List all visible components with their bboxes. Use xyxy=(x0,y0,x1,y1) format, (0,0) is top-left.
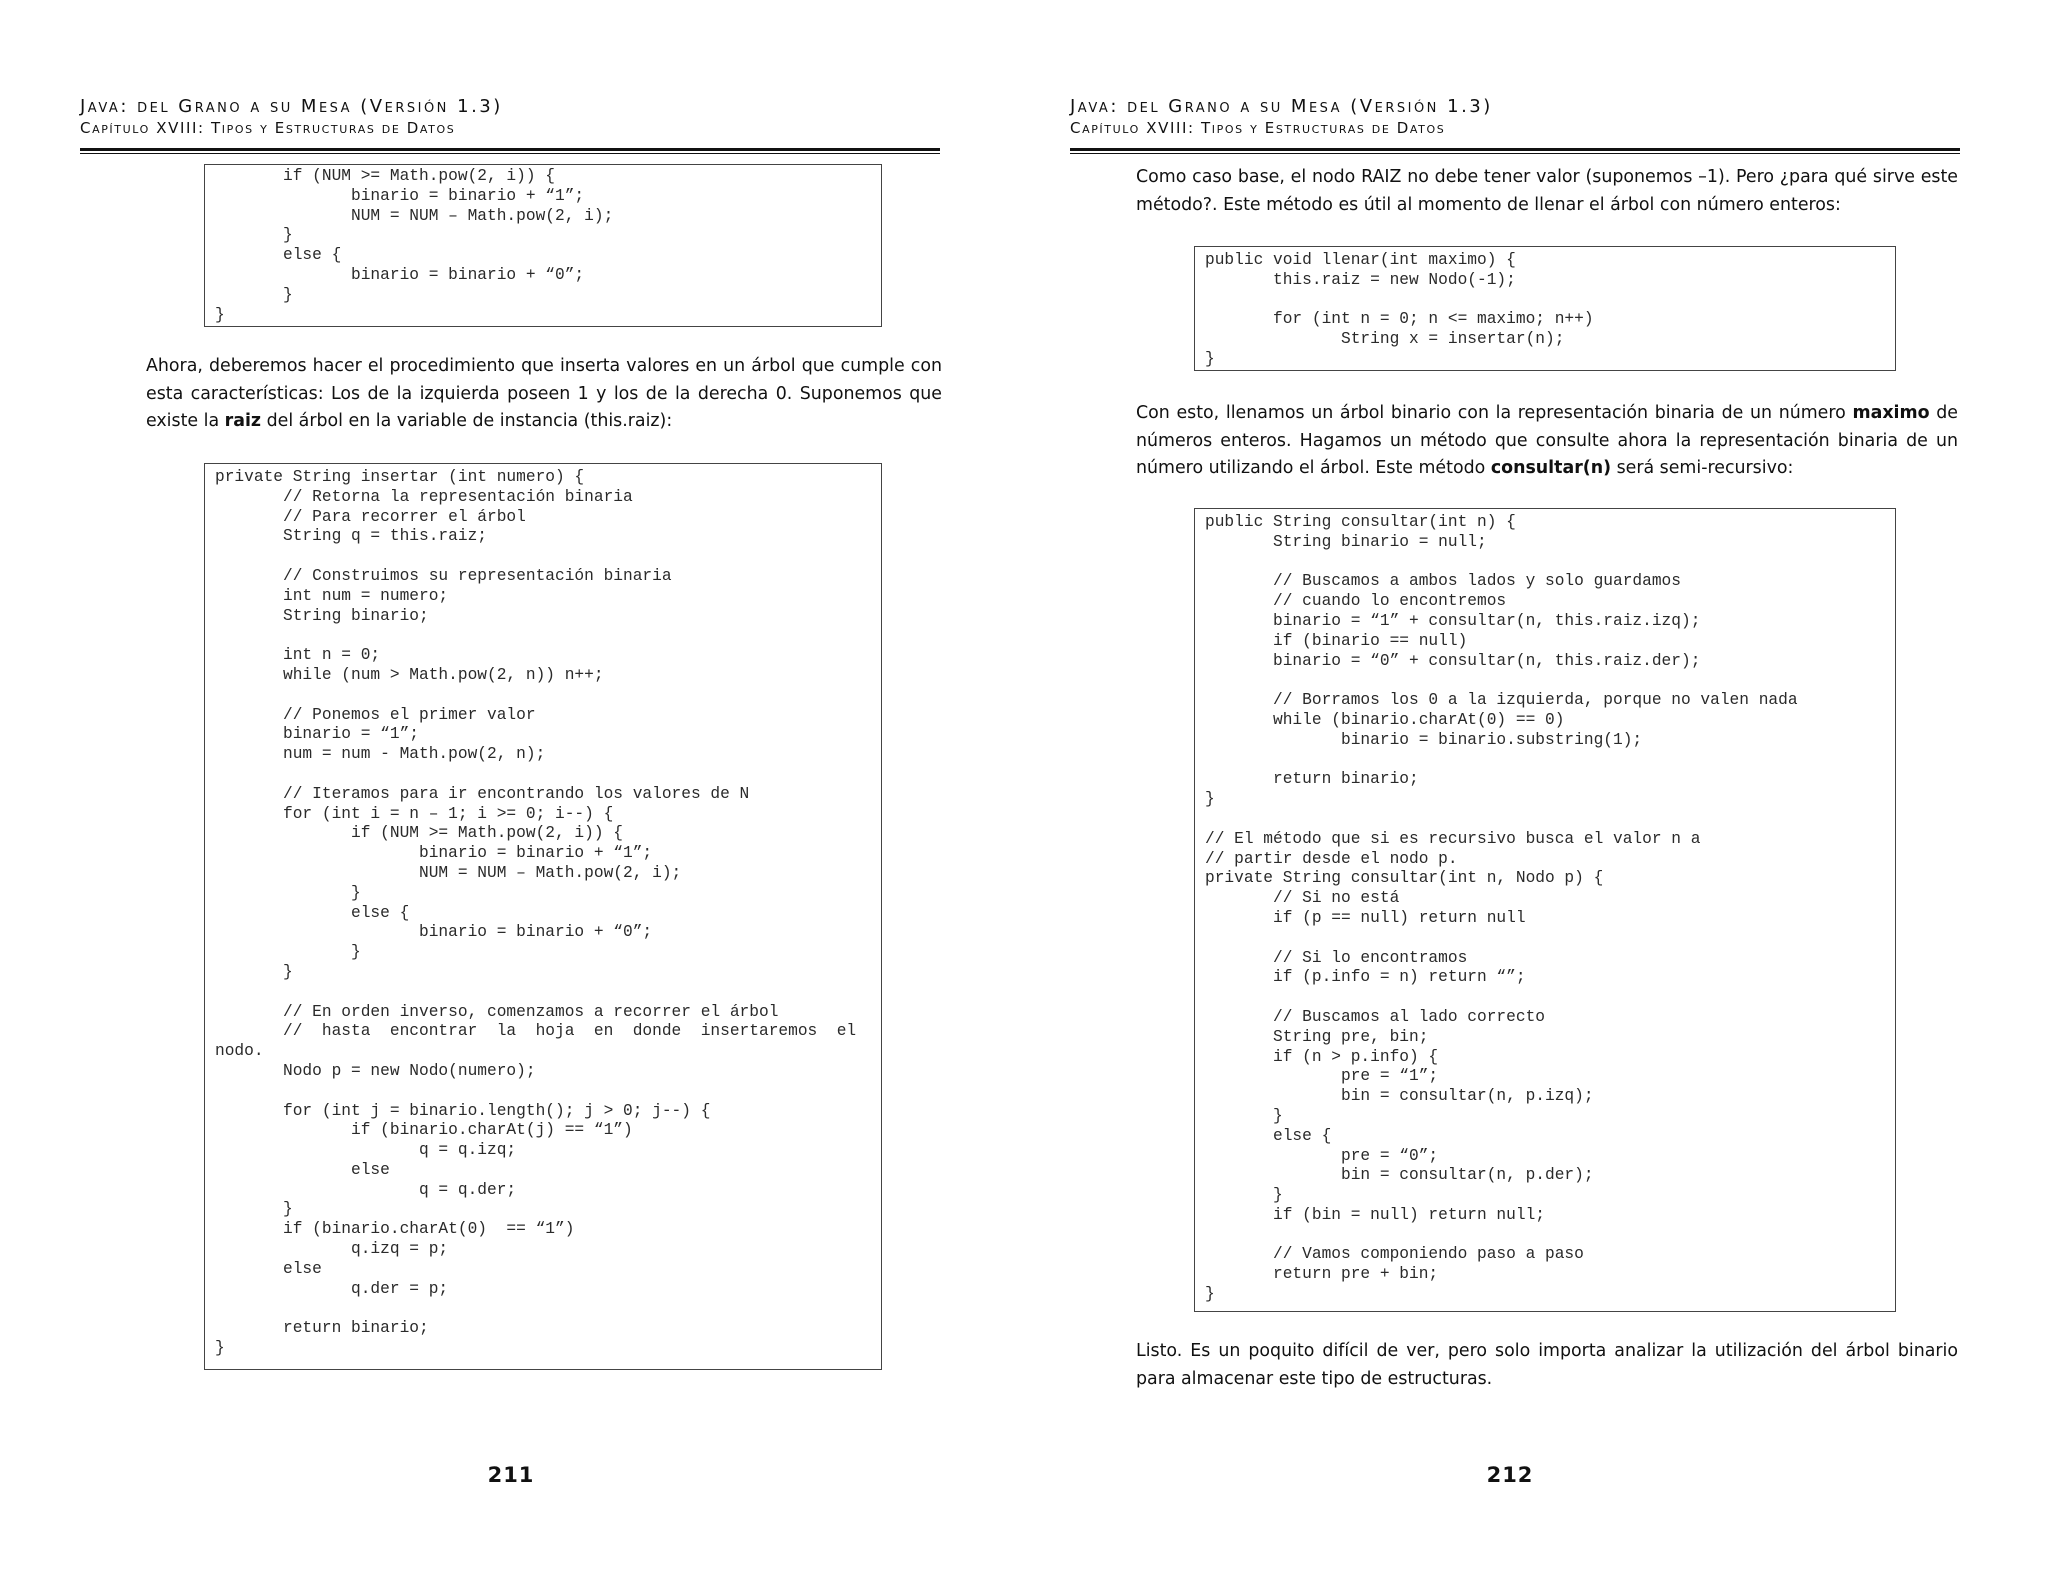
code-line: return binario; xyxy=(215,1319,429,1338)
code-line: } xyxy=(215,1200,293,1219)
code-line xyxy=(1205,291,1885,311)
paragraph-text: de números enteros. Hagamos un método que consulte ahora la representación binaria de un número utilizando el árbol. Este método xyxy=(1136,403,1958,478)
code-block xyxy=(1194,246,1896,371)
code-line xyxy=(215,1299,871,1319)
code-line: String binario; xyxy=(215,606,429,625)
code-line: // Construimos su representación binaria xyxy=(215,566,672,585)
code-line: q.izq = p; xyxy=(215,1240,449,1259)
paragraph xyxy=(146,353,942,436)
code-line: } xyxy=(1205,1285,1215,1304)
code-line: // En orden inverso, comenzamos a recorrer el árbol xyxy=(215,1002,779,1021)
code-line: binario = binario.substring(1); xyxy=(1205,730,1643,749)
code-line: if (NUM >= Math.pow(2, i)) { xyxy=(215,167,555,185)
code-line: } xyxy=(215,883,361,902)
code-line: String binario = null; xyxy=(1205,532,1487,551)
code-block xyxy=(1194,508,1896,1312)
code-line: if (p == null) return null xyxy=(1205,908,1526,927)
code-line: bin = consultar(n, p.izq); xyxy=(1205,1087,1594,1106)
code-line: binario = “1” + consultar(n, this.raiz.izq); xyxy=(1205,611,1701,630)
code-line: q.der = p; xyxy=(215,1279,449,1298)
code-line: } xyxy=(215,305,225,324)
code-line: while (binario.charAt(0) == 0) xyxy=(1205,710,1565,729)
code-line: else { xyxy=(215,903,410,922)
code-line: // Borramos los 0 a la izquierda, porque no valen nada xyxy=(1205,691,1798,710)
book-title: Java: del Grano a su Mesa (Versión 1.3) xyxy=(80,96,503,117)
code-line: else { xyxy=(1205,1126,1332,1145)
header-rule xyxy=(1070,148,1960,154)
code-line: binario = “0” + consultar(n, this.raiz.der); xyxy=(1205,651,1701,670)
paragraph-bold-text: maximo xyxy=(1852,403,1930,423)
code-line: private String insertar (int numero) { xyxy=(215,468,585,486)
code-line: String pre, bin; xyxy=(1205,1027,1429,1046)
code-line: if (binario == null) xyxy=(1205,631,1468,650)
code-line: // Ponemos el primer valor xyxy=(215,705,536,724)
running-header xyxy=(80,96,940,138)
code-line: // cuando lo encontremos xyxy=(1205,592,1507,611)
code-line: } xyxy=(215,962,293,981)
paragraph: Como caso base, el nodo RAIZ no debe tener valor (suponemos –1). Pero ¿para qué sirve este método?. Este método es útil al momento de llenar el árbol con número enteros: xyxy=(1136,167,1958,215)
code-line: // Si lo encontramos xyxy=(1205,948,1468,967)
code-line: NUM = NUM – Math.pow(2, i); xyxy=(215,863,682,882)
code-line xyxy=(1205,988,1885,1008)
code-line: public String consultar(int n) { xyxy=(1205,513,1516,531)
code-line xyxy=(215,1082,871,1102)
code-line: return pre + bin; xyxy=(1205,1265,1439,1284)
code-line: } xyxy=(1205,790,1215,809)
code-block xyxy=(204,463,882,1370)
code-line: binario = binario + “1”; xyxy=(215,844,653,863)
running-header xyxy=(1070,96,1930,138)
code-line: if (bin = null) return null; xyxy=(1205,1205,1545,1224)
code-block xyxy=(204,164,882,327)
code-line: int n = 0; xyxy=(215,646,381,665)
code-line: NUM = NUM – Math.pow(2, i); xyxy=(215,206,614,225)
code-line: binario = binario + “1”; xyxy=(215,186,585,205)
header-rule xyxy=(80,148,940,154)
code-line xyxy=(1205,1226,1885,1246)
code-line: // partir desde el nodo p. xyxy=(1205,849,1458,868)
code-line: } xyxy=(215,285,293,304)
code-line: // Buscamos al lado correcto xyxy=(1205,1007,1545,1026)
code-line: else xyxy=(215,1259,322,1278)
code-line: // Buscamos a ambos lados y solo guardamos xyxy=(1205,572,1681,591)
code-line: // Iteramos para ir encontrando los valores de N xyxy=(215,784,750,803)
code-line: if (NUM >= Math.pow(2, i)) { xyxy=(215,824,623,843)
paragraph-text: Ahora, deberemos hacer el procedimiento que inserta valores en un árbol que cumple con esta características: Los de la izquierda poseen 1 y los de la derecha 0. Suponemos que existe la xyxy=(146,356,942,431)
code-line: // Retorna la representación binaria xyxy=(215,487,633,506)
code-line xyxy=(1205,553,1885,573)
code-line: this.raiz = new Nodo(-1); xyxy=(1205,270,1516,289)
code-line: binario = binario + “0”; xyxy=(215,923,653,942)
paragraph-bold-text: consultar(n) xyxy=(1490,458,1612,478)
code-line: if (binario.charAt(j) == “1”) xyxy=(215,1121,633,1140)
code-line: for (int j = binario.length(); j > 0; j--) { xyxy=(215,1101,711,1120)
code-line: } xyxy=(1205,349,1215,368)
code-line: // Vamos componiendo paso a paso xyxy=(1205,1245,1584,1264)
code-line: } xyxy=(215,1339,225,1358)
code-line xyxy=(215,626,871,646)
code-line: q = q.der; xyxy=(215,1180,517,1199)
code-line: while (num > Math.pow(2, n)) n++; xyxy=(215,665,604,684)
code-line: return binario; xyxy=(1205,770,1419,789)
chapter-title: Capítulo XVIII: Tipos y Estructuras de Datos xyxy=(80,119,456,137)
code-line: nodo. xyxy=(215,1042,264,1061)
code-line: String x = insertar(n); xyxy=(1205,330,1565,349)
paragraph: Listo. Es un poquito difícil de ver, pero solo importa analizar la utilización del árbol binario para almacenar este tipo de estructuras. xyxy=(1136,1341,1958,1389)
paragraph xyxy=(1136,400,1958,483)
chapter-title: Capítulo XVIII: Tipos y Estructuras de Datos xyxy=(1070,119,1446,137)
book-title: Java: del Grano a su Mesa (Versión 1.3) xyxy=(1070,96,1493,117)
code-line: // Si no está xyxy=(1205,889,1400,908)
code-line: Nodo p = new Nodo(numero); xyxy=(215,1061,536,1080)
code-line: public void llenar(int maximo) { xyxy=(1205,251,1516,269)
code-line xyxy=(1205,810,1885,830)
code-line: // Para recorrer el árbol xyxy=(215,507,526,526)
paragraph-text: del árbol en la variable de instancia (this.raiz): xyxy=(261,411,673,431)
code-line: String q = this.raiz; xyxy=(215,527,487,546)
code-line xyxy=(215,983,871,1003)
code-line: } xyxy=(1205,1106,1283,1125)
code-line: pre = “0”; xyxy=(1205,1146,1439,1165)
paragraph-text: será semi-recursivo: xyxy=(1611,458,1794,478)
code-line: pre = “1”; xyxy=(1205,1067,1439,1086)
code-line: binario = binario + “0”; xyxy=(215,265,585,284)
page-number: 212 xyxy=(1486,1463,1534,1487)
code-line: else xyxy=(215,1160,390,1179)
paragraph-text: Con esto, llenamos un árbol binario con la representación binaria de un número xyxy=(1136,403,1853,423)
code-line: // El método que si es recursivo busca el valor n a xyxy=(1205,829,1701,848)
code-line: if (p.info = n) return “”; xyxy=(1205,968,1526,987)
code-line xyxy=(1205,751,1885,771)
code-line xyxy=(215,765,871,785)
code-line: } xyxy=(215,943,361,962)
code-line: binario = “1”; xyxy=(215,725,419,744)
code-line: if (binario.charAt(0) == “1”) xyxy=(215,1220,575,1239)
code-line: if (n > p.info) { xyxy=(1205,1047,1439,1066)
code-line: else { xyxy=(215,246,342,265)
code-line: } xyxy=(215,226,293,245)
code-line: for (int n = 0; n <= maximo; n++) xyxy=(1205,310,1594,329)
right-page xyxy=(1024,0,2048,1582)
paragraph-bold-text: raiz xyxy=(224,411,262,431)
code-line: private String consultar(int n, Nodo p) { xyxy=(1205,869,1604,888)
code-line: for (int i = n – 1; i >= 0; i--) { xyxy=(215,804,614,823)
code-line: // hasta encontrar la hoja en donde insertaremos el xyxy=(215,1022,857,1041)
code-line: } xyxy=(1205,1186,1283,1205)
code-line xyxy=(1205,929,1885,949)
code-line xyxy=(1205,671,1885,691)
code-line: q = q.izq; xyxy=(215,1141,517,1160)
page-number: 211 xyxy=(487,1463,535,1487)
code-line: bin = consultar(n, p.der); xyxy=(1205,1166,1594,1185)
code-line: num = num - Math.pow(2, n); xyxy=(215,745,546,764)
code-line xyxy=(215,686,871,706)
code-line xyxy=(215,547,871,567)
code-line: int num = numero; xyxy=(215,586,449,605)
